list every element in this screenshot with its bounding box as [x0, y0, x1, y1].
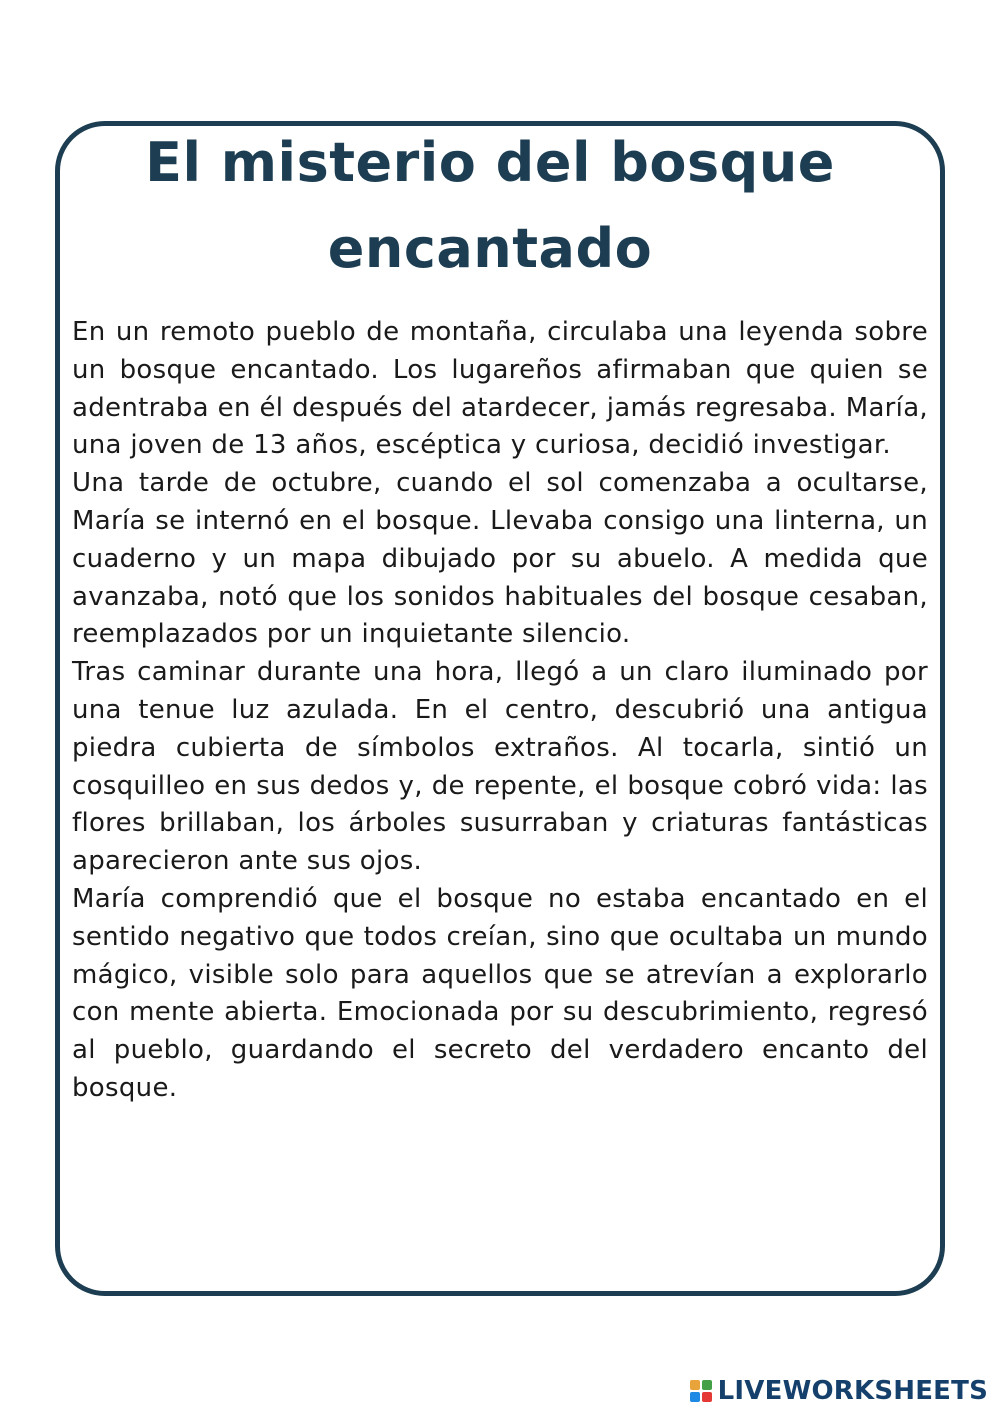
page-title: El misterio del bosque encantado	[145, 131, 835, 280]
logo-square	[690, 1392, 700, 1402]
liveworksheets-logo[interactable]	[690, 1373, 988, 1409]
liveworksheets-logo-text: LIVEWORKSHEETS	[717, 1376, 988, 1406]
story-paragraph: Tras caminar durante una hora, llegó a un claro iluminado por una tenue luz azulada. En el centro, descubrió una antigua piedra cubierta de símbolos extraños. Al tocarla, sintió un cosquilleo en sus dedos y, de repente, el bosque cobró vida: las flores brillaban, los árboles susurraban y criaturas fantásticas aparecieron ante sus ojos.	[72, 657, 928, 877]
story-text	[72, 314, 928, 1108]
story-paragraph: María comprendió que el bosque no estaba encantado en el sentido negativo que todos creían, sino que ocultaba un mundo mágico, visible solo para aquellos que se atrevían a explorarlo con mente abierta. Emocionada por su descubrimiento, regresó al pueblo, guardando el secreto del verdadero encanto del bosque.	[72, 883, 928, 1103]
logo-square	[702, 1380, 712, 1390]
story-paragraph: En un remoto pueblo de montaña, circulaba una leyenda sobre un bosque encantado. Los lugareños afirmaban que quien se adentraba en él después del atardecer, jamás regresaba. María, una joven de 13 años, escéptica y curiosa, decidió investigar.	[72, 317, 928, 461]
liveworksheets-logo-icon	[690, 1380, 712, 1402]
story-paragraph: Una tarde de octubre, cuando el sol comenzaba a ocultarse, María se internó en el bosque. Llevaba consigo una linterna, un cuaderno y un mapa dibujado por su abuelo. A medida que avanzaba, notó que los sonidos habituales del bosque cesaban, reemplazados por un inquietante silencio.	[72, 468, 928, 650]
logo-square	[690, 1380, 700, 1390]
logo-square	[702, 1392, 712, 1402]
